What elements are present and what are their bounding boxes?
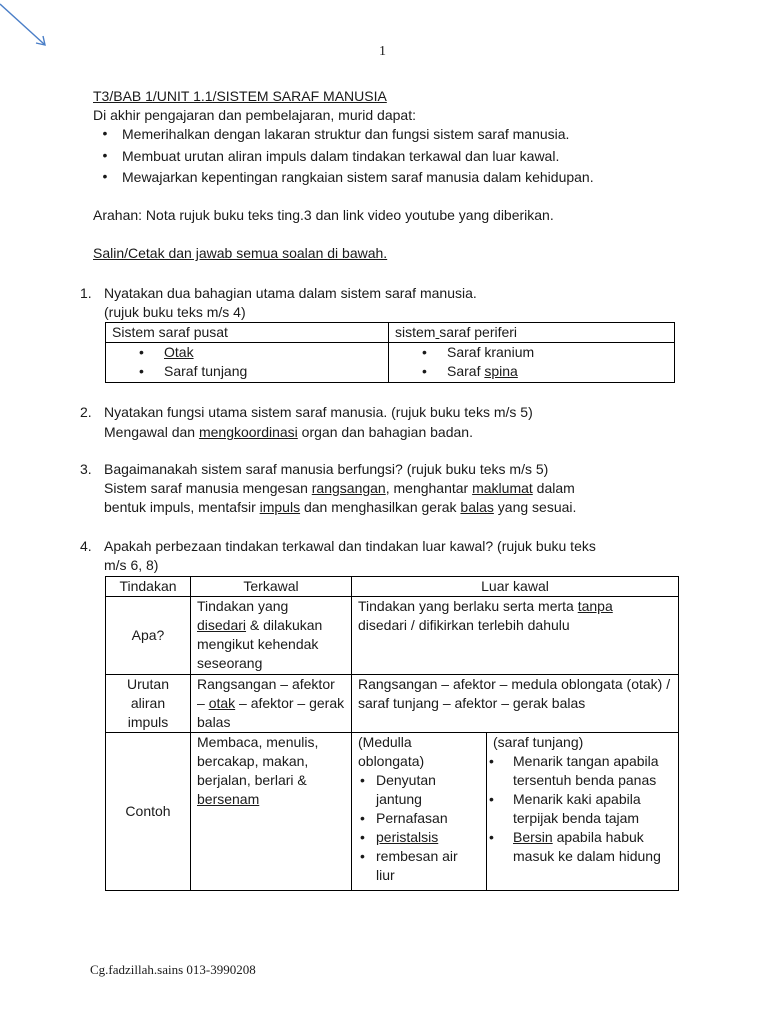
row-label: Contoh <box>106 733 191 891</box>
list-item: • rembesan air liur <box>358 847 480 885</box>
list-item: • Saraf kranium <box>395 343 668 362</box>
list-item: • Menarik tangan apabila tersentuh benda panas <box>493 752 672 790</box>
intro-text: Di akhir pengajaran dan pembelajaran, murid dapat: <box>93 107 416 123</box>
question-number: 2. <box>80 404 92 420</box>
row-label: Urutan aliran impuls <box>106 675 191 733</box>
table-cell <box>487 733 679 891</box>
question-number: 1. <box>80 285 92 301</box>
list-item: • Pernafasan <box>358 809 480 828</box>
footer-contact: Cg.fadzillah.sains 013-3990208 <box>90 962 256 977</box>
task-text: Salin/Cetak dan jawab semua soalan di bawah. <box>93 245 388 261</box>
question-3-text: Bagaimanakah sistem saraf manusia berfungsi? (rujuk buku teks m/s 5) <box>104 461 549 477</box>
objective-item: Membuat urutan aliran impuls dalam tindakan terkawal dan luar kawal. <box>122 148 560 164</box>
question-2-answer: Mengawal dan mengkoordinasi organ dan bahagian badan. <box>104 424 473 440</box>
question-3-answer-line: Sistem saraf manusia mengesan rangsangan, menghantar maklumat dalam <box>104 480 575 496</box>
action-comparison-table <box>105 576 679 891</box>
question-4-text: Apakah perbezaan tindakan terkawal dan tindakan luar kawal? (rujuk buku teks <box>104 538 596 554</box>
instruction-text: Arahan: Nota rujuk buku teks ting.3 dan link video youtube yang diberikan. <box>93 207 554 223</box>
question-number: 4. <box>80 538 92 554</box>
nervous-system-parts-table <box>105 322 675 383</box>
question-4-text-cont: m/s 6, 8) <box>104 557 159 573</box>
list-item: • Denyutan jantung <box>358 771 480 809</box>
table-header-cell: Tindakan <box>106 577 191 597</box>
list-item: • peristalsis <box>358 828 480 847</box>
list-item: • Bersin apabila habuk masuk ke dalam hidung <box>493 828 672 866</box>
table-cell: Rangsangan – afektor – otak – afektor – gerak balas <box>191 675 352 733</box>
question-3-answer-line: bentuk impuls, mentafsir impuls dan menghasilkan gerak balas yang sesuai. <box>104 499 577 515</box>
bullet-icon: • <box>102 125 108 141</box>
page-number: 1 <box>379 44 386 59</box>
table-cell <box>352 733 487 891</box>
table-header-cell: Terkawal <box>191 577 352 597</box>
list-item: • Menarik kaki apabila terpijak benda tajam <box>493 790 672 828</box>
table-header-cell: sistem saraf periferi <box>389 323 675 343</box>
subheading: (saraf tunjang) <box>493 734 584 750</box>
list-item: • Saraf tunjang <box>112 362 382 381</box>
table-header-cell: Sistem saraf pusat <box>106 323 389 343</box>
document-title: T3/BAB 1/UNIT 1.1/SISTEM SARAF MANUSIA <box>93 88 387 104</box>
objective-item: Mewajarkan kepentingan rangkaian sistem saraf manusia dalam kehidupan. <box>122 169 594 185</box>
table-cell <box>106 343 389 383</box>
question-1-ref: (rujuk buku teks m/s 4) <box>104 304 246 320</box>
bullet-icon: • <box>102 168 108 184</box>
decorative-arrow-icon <box>0 0 50 50</box>
list-item: • Saraf spina <box>395 362 668 381</box>
table-cell <box>389 343 675 383</box>
list-item: • Otak <box>112 343 382 362</box>
bullet-icon: • <box>102 147 108 163</box>
table-cell: Rangsangan – afektor – medula oblongata (otak) / saraf tunjang – afektor – gerak balas <box>352 675 679 733</box>
question-number: 3. <box>80 461 92 477</box>
table-header-cell: Luar kawal <box>352 577 679 597</box>
objective-item: Memerihalkan dengan lakaran struktur dan fungsi sistem saraf manusia. <box>122 126 570 142</box>
table-cell: Tindakan yang disedari & dilakukan mengikut kehendak seseorang <box>191 597 352 675</box>
table-cell: Tindakan yang berlaku serta merta tanpa disedari / difikirkan terlebih dahulu <box>352 597 679 675</box>
question-1-text: Nyatakan dua bahagian utama dalam sistem saraf manusia. <box>104 285 477 301</box>
row-label: Apa? <box>106 597 191 675</box>
subheading: (Medulla oblongata) <box>358 734 425 769</box>
table-cell: Membaca, menulis, bercakap, makan, berjalan, berlari & bersenam <box>191 733 352 891</box>
question-2-text: Nyatakan fungsi utama sistem saraf manusia. (rujuk buku teks m/s 5) <box>104 404 533 420</box>
